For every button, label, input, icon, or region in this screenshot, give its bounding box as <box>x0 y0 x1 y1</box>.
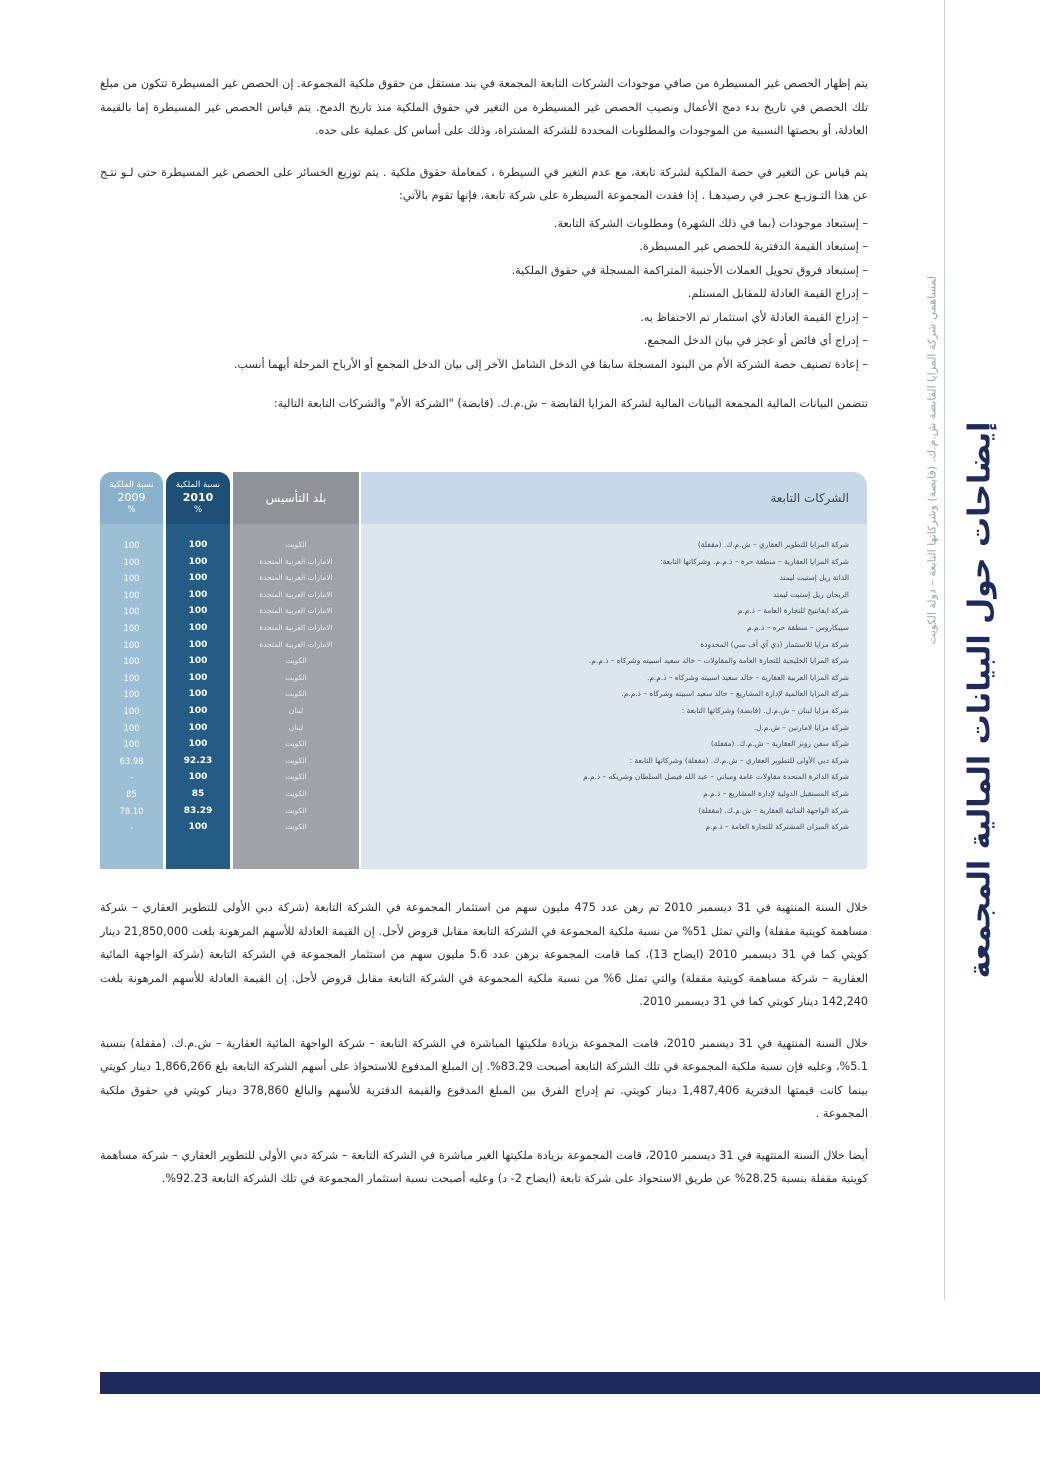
list-item: – إستبعاد موجودات (بما في ذلك الشهرة) ومطلوبات الشركة التابعة. <box>100 212 868 236</box>
country-header <box>233 472 359 524</box>
table-cell-country: الامارات العربية المتحدة <box>259 573 333 583</box>
table-cell-ownership-2009: 100 <box>123 739 140 750</box>
percent-label: % <box>193 505 203 515</box>
table-cell-subsidiary: الدانة ريل إستيت ليمتد <box>779 573 849 583</box>
table-cell-ownership-2009: 100 <box>123 656 140 667</box>
table-cell-country: الكويت <box>285 805 307 815</box>
year-2010-label: 2010 <box>182 491 214 504</box>
table-cell-country: الكويت <box>285 772 307 782</box>
list-item: – إدراج القيمة العادلة لأي استثمار تم الاحتفاظ به. <box>100 306 868 330</box>
paragraph: أيضا خلال السنة المنتهية في 31 ديسمبر 2010، قامت المجموعة بزيادة ملكيتها الغير مباشرة في الشركة التابعة – شركة دبي الأولى للتطوير العقاري – شركة مساهمة كويتية مقفلة بنسبة 28.25% عن طريق الاستحواذ على شركة تابعة (ايضاح 2- د) وعليه أصبحت نسبة استثمار المجموعة في تلك الشركة التابعة 92.23%. <box>100 1148 868 1185</box>
table-cell-ownership-2009: 100 <box>123 672 140 683</box>
table-cell-ownership-2009: 100 <box>123 689 140 700</box>
table-cell-ownership-2010: 100 <box>188 622 208 633</box>
table-cell-ownership-2010: 100 <box>188 722 208 733</box>
percent-label: % <box>127 505 136 515</box>
ownership-2010-header <box>166 472 230 524</box>
table-intro: تتضمن البيانات المالية المجمعة البيانات المالية لشركة المزايا القابضة – ش.م.ك. (قابضة) "الشركة الأم" والشركات التابعة التالية: <box>273 397 868 410</box>
paragraph: يتم إظهار الحصص غير المسيطرة من صافي موجودات الشركات التابعة المجمعة في بند مستقل من حقوق ملكية المجموعة. إن الحصص غير المسيطرة تتكون من مبلغ تلك الحصص في تاريخ بدء دمج الأعمال ونصيب الحصص غير المسيطرة من التغير في حقوق الملكية منذ تاريخ الدمج. يتم قياس الحصص غير المسيطرة إما بالقيمة العادلة، أو بحصتها النسبية من الموجودات والمطلوبات المحددة للشركة المشتراة، وذلك على أساس كل عملية على حده. <box>100 77 868 137</box>
ownership-2010-rows <box>166 537 230 836</box>
table-cell-country: الكويت <box>285 739 307 749</box>
list-item: – إعادة تصنيف حصة الشركة الأم من البنود المسجلة سابقا في الدخل الشامل الآخر إلى بيان الدخل المجمع أو الأرباح المرحلة أيهما أنسب. <box>100 353 868 377</box>
table-cell-country: الكويت <box>285 788 307 798</box>
table-cell-subsidiary: شركة المزايا العقارية – منطقة حرة – ذ.م.م. وشركاتها التابعة: <box>660 556 849 566</box>
year-2009-label: 2009 <box>117 491 146 504</box>
table-cell-country: الكويت <box>285 672 307 682</box>
paragraph: خلال السنة المنتهية في 31 ديسمبر 2010، قامت المجموعة بزيادة ملكيتها المباشرة في الشركة التابعة – شركة الواجهة المائية العقارية – ش.م.ك. (مقفلة) بنسبة 5.1%، وعليه فإن نسبة ملكية المجموعة في تلك الشركة التابعة أصبحت 83.29%. إن المبلغ المدفوع للاستحواذ على أسهم الشركة التابعة بلغ 1,866,266 دينار كويتي بينما كانت قيمتها الدفترية 1,487,406 دينار كويتي. تم إدراج الفرق بين المبلغ المدفوع والقيمة الدفترية للأسهم والبالغ 378,860 دينار كويتي في حقوق ملكية المجموعة . <box>100 1036 868 1120</box>
list-item: – إدراج القيمة العادلة للمقابل المستلم. <box>100 282 868 306</box>
ownership-label: نسبة الملكية <box>175 480 221 490</box>
list-item: – إدراج أي فائض أو عجز في بيان الدخل المجمع. <box>100 329 868 353</box>
side-rule <box>944 0 945 1300</box>
table-cell-subsidiary: شركة دبي الأولى للتطوير العقاري – ش.م.ك. (مقفلة) وشركاتها التابعة : <box>629 755 849 765</box>
list-item: – إستبعاد القيمة الدفترية للحصص غير المسيطرة. <box>100 235 868 259</box>
table-cell-country: الكويت <box>285 755 307 765</box>
bullet-list <box>100 212 868 377</box>
table-cell-ownership-2009: 100 <box>123 622 140 633</box>
table-cell-ownership-2009: 100 <box>123 540 140 550</box>
paragraph: خلال السنة المنتهية في 31 ديسمبر 2010 تم رهن عدد 475 مليون سهم من استثمار المجموعة في الشركة التابعة (شركة دبي الأولى للتطوير العقاري – شركة مساهمة كويتية مقفلة) والتي تمثل 51% من نسبة ملكية المجموعة في الشركة التابعة مقابل قروض لأجل. إن القيمة العادلة للأسهم المرهونة بلغت 21,850,000 دينار كويتي كما في 31 ديسمبر 2010 (ايضاح 13)، كما قامت المجموعة برهن عدد 5.6 مليون سهم من استثمار المجموعة في الشركة التابعة (شركة الواجهة المائية العقارية – شركة مساهمة كويتية مقفلة) والتي تمثل 6% من نسبة ملكية المجموعة في الشركة التابعة مقابل قروض لأجل. إن القيمة العادلة للأسهم المرهونة بلغت 142,240 دينار كويتي كما في 31 ديسمبر 2010. <box>100 901 868 1008</box>
table-cell-ownership-2009: 100 <box>123 573 140 584</box>
table-cell-country: الامارات العربية المتحدة <box>259 622 333 632</box>
side-title: إيضاحات حول البيانات المالية المجمعة <box>962 421 998 979</box>
subsidiaries-header-label: الشركات التابعة <box>770 491 849 505</box>
table-cell-ownership-2009: 100 <box>123 639 140 650</box>
table-cell-subsidiary: شركة سفن زونز العقارية – ش.م.ك. (مقفلة) <box>710 739 849 749</box>
table-cell-subsidiary: شركة مزايا لامارتين – ش.م.ل. <box>753 722 849 732</box>
table-cell-subsidiary: شركة ايفانتيج للتجارة العامة – ذ.م.م <box>737 606 849 616</box>
table-cell-ownership-2009: 100 <box>123 705 140 716</box>
table-cell-subsidiary: شركة الواجهة المائية العقارية – ش.م.ك. (مقفلة) <box>698 805 849 815</box>
table-cell-ownership-2009: 100 <box>123 606 140 617</box>
table-cell-ownership-2009: - <box>129 772 134 783</box>
country-header-label: بلد التأسيس <box>265 491 327 505</box>
table-cell-ownership-2009: 100 <box>123 722 140 733</box>
table-cell-country: الكويت <box>285 656 307 666</box>
table-cell-country: الامارات العربية المتحدة <box>259 556 333 566</box>
table-cell-subsidiary: الريحان ريل إستيت ليمتد <box>773 589 849 599</box>
ownership-2009-column <box>100 472 163 869</box>
table-cell-ownership-2009: - <box>129 822 134 833</box>
table-cell-ownership-2010: 100 <box>188 556 208 567</box>
table-cell-subsidiary: شركة المزايا الخليجية للتجارة العامة والمقاولات – خالد سعيد اسبيته وشركاه – ذ.م.م. <box>588 656 849 666</box>
subsidiaries-table <box>100 472 867 869</box>
table-cell-subsidiary: شركة المزايا للتطوير العقاري – ش.م.ك. (مقفلة) <box>697 540 849 549</box>
table-cell-country: الكويت <box>285 540 307 549</box>
table-cell-subsidiary: شركة مزايا لبنان – ش.م.ل. (قابضة) وشركاتها التابعة : <box>681 705 849 715</box>
table-cell-ownership-2009: 78.10 <box>119 805 144 816</box>
table-cell-country: لبنان <box>288 705 304 715</box>
paragraph: يتم قياس عن التغير في حصة الملكية لشركة تابعة، مع عدم التغير في السيطرة ، كمعاملة حقوق ملكية . يتم توزيع الخسائر على الحصص غير المسيطرة حتى لـو نتـج عن هذا التـوزيـع عجـز في رصيدهـا . إذا فقدت المجموعة السيطرة على شركة تابعة، فإنها تقوم بالآتي: <box>100 165 868 202</box>
table-cell-country: الكويت <box>285 822 307 832</box>
table-cell-ownership-2010: 100 <box>188 656 208 667</box>
table-cell-ownership-2010: 85 <box>191 788 205 799</box>
table-cell-subsidiary: شركة الدائرة المتحدة مقاولات عامة ومباني – عبد الله فيصل السلطان وشريكه – ذ.م.م <box>583 772 849 782</box>
table-cell-ownership-2009: 100 <box>123 589 140 600</box>
table-cell-country: الكويت <box>285 689 307 699</box>
table-cell-country: الامارات العربية المتحدة <box>259 639 333 649</box>
content-top <box>100 72 868 424</box>
table-cell-subsidiary: شركة المستقبل الدولية لإدارة المشاريع – ذ.م.م <box>703 788 849 798</box>
table-cell-ownership-2010: 83.29 <box>183 805 213 816</box>
table-cell-ownership-2010: 100 <box>188 589 208 600</box>
side-subtitle: لمساهمي شركة المزايا القابضة ش.م.ك. (قابضة) وشركاتها التابعة – دولة الكويت <box>925 275 939 645</box>
table-cell-ownership-2010: 100 <box>188 822 208 833</box>
table-cell-ownership-2010: 100 <box>188 705 208 716</box>
table-cell-ownership-2010: 100 <box>188 573 208 584</box>
table-cell-ownership-2010: 100 <box>188 772 208 783</box>
subsidiaries-rows <box>361 537 867 836</box>
table-cell-subsidiary: شركة المزايا العربية العقارية – خالد سعيد اسبيته وشركاه – ذ.م.م. <box>647 672 849 682</box>
country-rows <box>233 537 359 836</box>
list-item: – إستبعاد فروق تحويل العملات الأجنبية المتراكمة المسجلة في حقوق الملكية. <box>100 259 868 283</box>
subsidiaries-column <box>361 472 867 869</box>
table-cell-country: الامارات العربية المتحدة <box>259 589 333 599</box>
table-cell-ownership-2009: 63.98 <box>119 755 144 766</box>
table-cell-ownership-2010: 92.23 <box>183 755 213 766</box>
subsidiaries-header <box>361 472 867 524</box>
table-cell-country: الامارات العربية المتحدة <box>259 606 333 616</box>
content-bottom <box>100 896 868 1209</box>
ownership-2009-header <box>100 472 163 524</box>
table-cell-subsidiary: شركة مزايا للاستثمار (دي آي أف سي) المحدودة <box>700 639 849 649</box>
table-cell-subsidiary: سيبكاروس – منطقة حره – ذ.م.م <box>747 622 849 632</box>
country-column <box>233 472 359 869</box>
table-cell-ownership-2010: 100 <box>188 739 208 750</box>
table-cell-ownership-2010: 100 <box>188 540 208 550</box>
table-cell-subsidiary: شركة المزايا العالمية لإدارة المشاريع – خالد سعيد اسبيته وشركاه – ذ.م.م. <box>621 689 849 699</box>
table-cell-ownership-2009: 85 <box>126 788 137 799</box>
ownership-2009-rows <box>100 537 163 836</box>
table-cell-ownership-2010: 100 <box>188 689 208 700</box>
table-cell-ownership-2010: 100 <box>188 606 208 617</box>
table-cell-ownership-2010: 100 <box>188 672 208 683</box>
ownership-2010-column <box>166 472 230 869</box>
table-cell-country: لبنان <box>288 722 304 732</box>
table-cell-subsidiary: شركة الميزان المشتركة للتجارة العامة – ذ.م.م <box>705 822 849 832</box>
footer-bar <box>100 1372 1040 1394</box>
table-cell-ownership-2010: 100 <box>188 639 208 650</box>
table-cell-ownership-2009: 100 <box>123 556 140 567</box>
ownership-label: نسبة الملكية <box>109 480 154 490</box>
